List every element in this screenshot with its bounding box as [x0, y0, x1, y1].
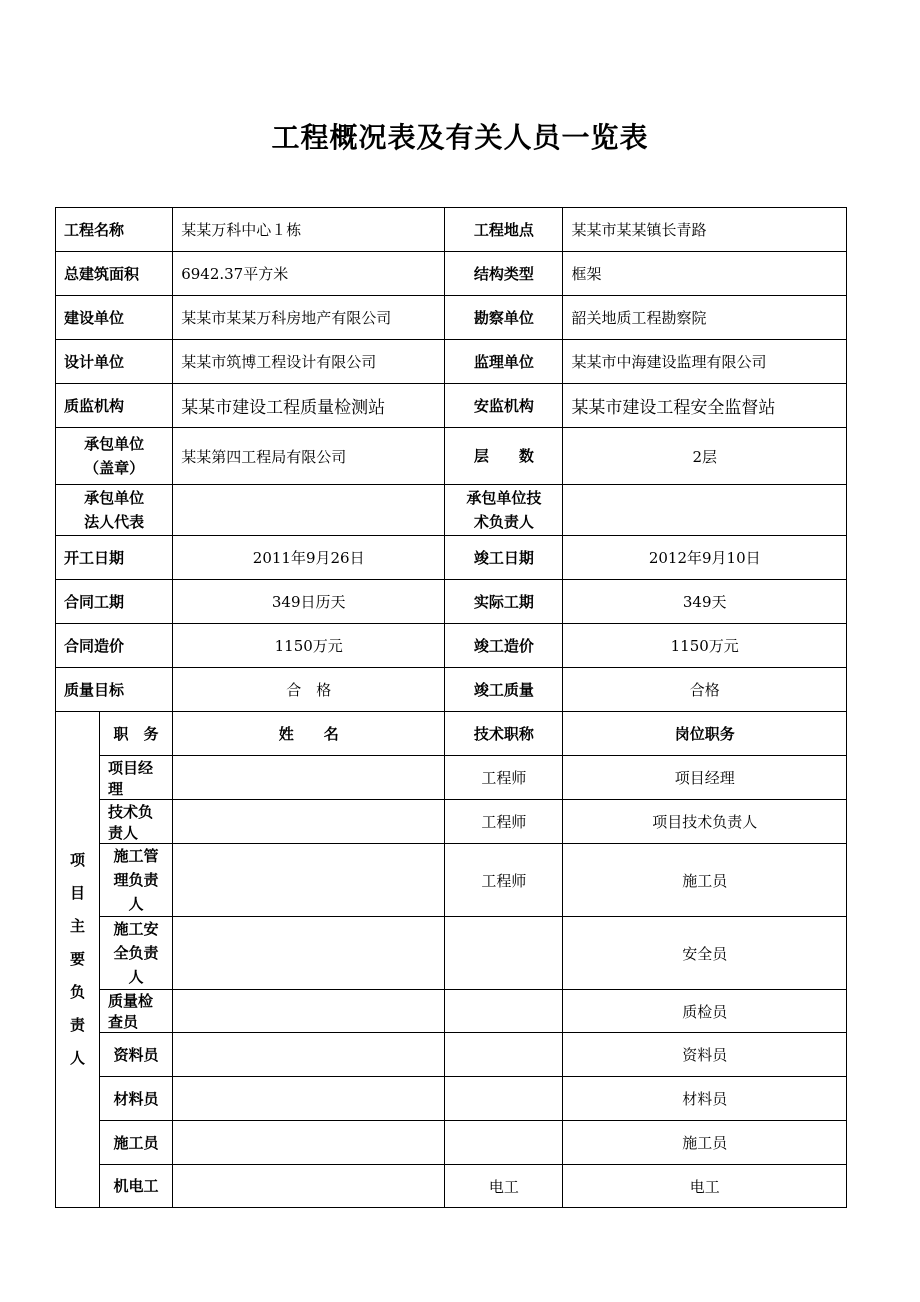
row-periods [56, 580, 847, 624]
design-value: 某某市筑博工程设计有限公司 [173, 340, 445, 384]
quality-agency-label: 质监机构 [56, 384, 173, 428]
legal-rep-label [56, 485, 173, 536]
structure-label: 结构类型 [445, 252, 563, 296]
location-label: 工程地点 [445, 208, 563, 252]
row-quality [56, 668, 847, 712]
tech-lead-label-line2: 术负责人 [473, 513, 534, 531]
table-row [56, 800, 847, 844]
name-cell [173, 990, 445, 1033]
contractor-label [56, 428, 173, 485]
contract-period-value: 349日历天 [173, 580, 445, 624]
post-cell: 质检员 [563, 990, 847, 1033]
table-row [56, 917, 847, 990]
page-title: 工程概况表及有关人员一览表 [271, 121, 649, 154]
table-row [56, 1121, 847, 1165]
table-row [56, 844, 847, 917]
area-value: 6942.37平方米 [173, 252, 445, 296]
end-date-label: 竣工日期 [445, 536, 563, 580]
name-header: 姓 名 [173, 712, 445, 756]
table-row [56, 990, 847, 1033]
project-name-label: 工程名称 [56, 208, 173, 252]
contract-cost-value: 1150万元 [173, 624, 445, 668]
contractor-label-line1: 承包单位 [84, 435, 145, 453]
name-cell [173, 756, 445, 800]
survey-label: 勘察单位 [445, 296, 563, 340]
contract-period-label: 合同工期 [56, 580, 173, 624]
row-agencies [56, 384, 847, 428]
name-cell [173, 844, 445, 917]
safety-agency-value: 某某市建设工程安全监督站 [563, 384, 847, 428]
title-cell: 工程师 [445, 800, 563, 844]
contractor-value: 某某第四工程局有限公司 [173, 428, 445, 485]
contractor-label-line2: （盖章） [84, 459, 145, 477]
personnel-side-label: 项目主要负责人 [56, 712, 100, 1208]
title-header: 技术职称 [445, 712, 563, 756]
final-cost-label: 竣工造价 [445, 624, 563, 668]
end-date-value: 2012年9月10日 [563, 536, 847, 580]
post-cell: 项目技术负责人 [563, 800, 847, 844]
duty-cell: 资料员 [99, 1033, 172, 1077]
final-quality-label: 竣工质量 [445, 668, 563, 712]
area-label: 总建筑面积 [56, 252, 173, 296]
title-cell [445, 1121, 563, 1165]
design-label: 设计单位 [56, 340, 173, 384]
row-costs [56, 624, 847, 668]
title-cell [445, 1033, 563, 1077]
tech-lead-label [445, 485, 563, 536]
start-date-value: 2011年9月26日 [173, 536, 445, 580]
floors-label: 层 数 [445, 428, 563, 485]
floors-value: 2层 [563, 428, 847, 485]
title-cell [445, 917, 563, 990]
location-value: 某某市某某镇长青路 [563, 208, 847, 252]
actual-period-label: 实际工期 [445, 580, 563, 624]
table-row [56, 1077, 847, 1121]
duty-cell: 施工管理负责人 [99, 844, 172, 917]
name-cell [173, 1077, 445, 1121]
row-project-name [56, 208, 847, 252]
post-cell: 施工员 [563, 1121, 847, 1165]
start-date-label: 开工日期 [56, 536, 173, 580]
title-cell [445, 1077, 563, 1121]
builder-label: 建设单位 [56, 296, 173, 340]
name-cell [173, 1033, 445, 1077]
post-cell: 材料员 [563, 1077, 847, 1121]
post-cell: 电工 [563, 1165, 847, 1208]
post-cell: 资料员 [563, 1033, 847, 1077]
duty-cell: 施工安全负责人 [99, 917, 172, 990]
name-cell [173, 800, 445, 844]
final-cost-value: 1150万元 [563, 624, 847, 668]
safety-agency-label: 安监机构 [445, 384, 563, 428]
title-cell: 工程师 [445, 844, 563, 917]
actual-period-value: 349天 [563, 580, 847, 624]
legal-rep-value [173, 485, 445, 536]
duty-cell: 施工员 [99, 1121, 172, 1165]
title-cell [445, 990, 563, 1033]
row-dates [56, 536, 847, 580]
duty-cell: 质量检查员 [99, 990, 172, 1033]
quality-goal-label: 质量目标 [56, 668, 173, 712]
post-cell: 项目经理 [563, 756, 847, 800]
project-name-value: 某某万科中心１栋 [173, 208, 445, 252]
table-row [56, 1033, 847, 1077]
table-row [56, 1165, 847, 1208]
duty-cell: 机电工 [99, 1165, 172, 1208]
row-legal-rep [56, 485, 847, 536]
builder-value: 某某市某某万科房地产有限公司 [173, 296, 445, 340]
row-design [56, 340, 847, 384]
title-cell: 电工 [445, 1165, 563, 1208]
table-row [56, 756, 847, 800]
personnel-header-row [56, 712, 847, 756]
post-cell: 施工员 [563, 844, 847, 917]
duty-cell: 技术负责人 [99, 800, 172, 844]
duty-cell: 项目经理 [99, 756, 172, 800]
quality-agency-value: 某某市建设工程质量检测站 [173, 384, 445, 428]
supervision-value: 某某市中海建设监理有限公司 [563, 340, 847, 384]
name-cell [173, 917, 445, 990]
title-cell: 工程师 [445, 756, 563, 800]
post-header: 岗位职务 [563, 712, 847, 756]
duty-header: 职 务 [99, 712, 172, 756]
row-area [56, 252, 847, 296]
row-contractor [56, 428, 847, 485]
survey-value: 韶关地质工程勘察院 [563, 296, 847, 340]
legal-rep-label-line1: 承包单位 [84, 489, 145, 507]
post-cell: 安全员 [563, 917, 847, 990]
structure-value: 框架 [563, 252, 847, 296]
tech-lead-label-line1: 承包单位技 [466, 489, 542, 507]
contract-cost-label: 合同造价 [56, 624, 173, 668]
row-builder [56, 296, 847, 340]
tech-lead-value [563, 485, 847, 536]
duty-cell: 材料员 [99, 1077, 172, 1121]
project-overview-table [55, 207, 847, 1208]
name-cell [173, 1165, 445, 1208]
name-cell [173, 1121, 445, 1165]
legal-rep-label-line2: 法人代表 [84, 513, 145, 531]
supervision-label: 监理单位 [445, 340, 563, 384]
quality-goal-value: 合 格 [173, 668, 445, 712]
final-quality-value: 合格 [563, 668, 847, 712]
